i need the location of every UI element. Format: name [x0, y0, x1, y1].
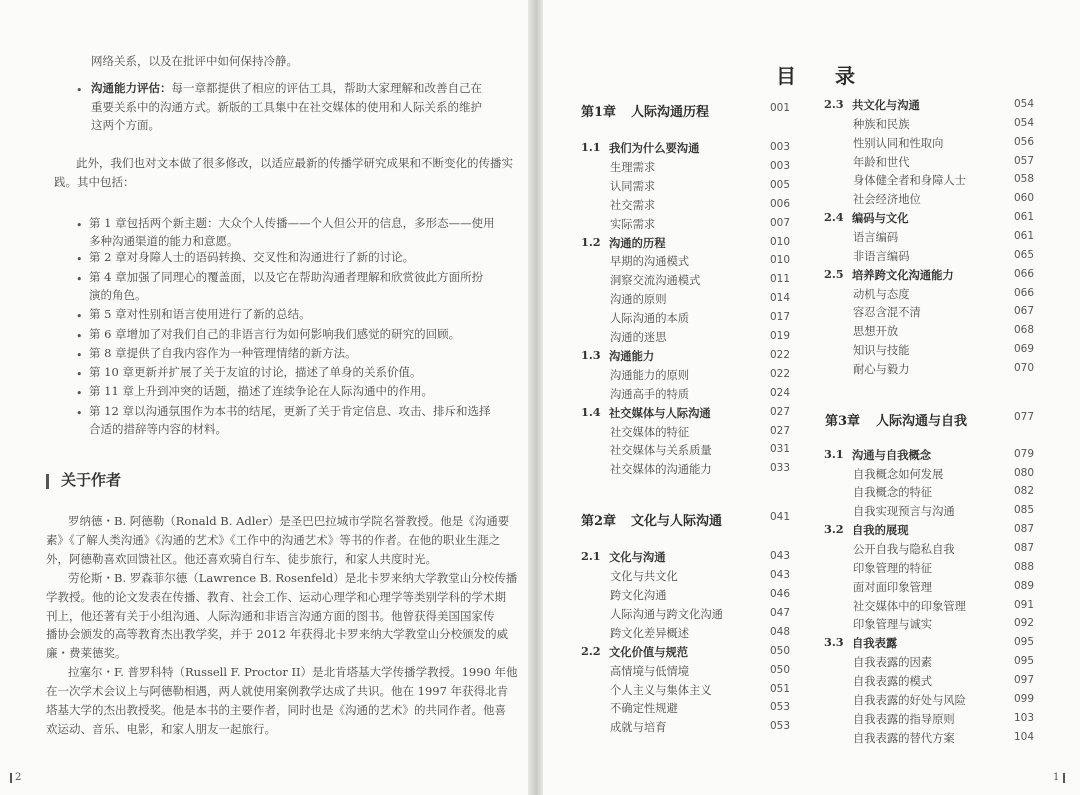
- toc-label: 人际沟通历程: [631, 105, 710, 120]
- toc-page-number: 022: [770, 348, 791, 361]
- toc-label: 编码与文化: [852, 211, 909, 226]
- toc-page-number: 007: [770, 216, 791, 229]
- toc-page-number: 053: [770, 701, 791, 714]
- toc-label: 知识与技能: [853, 344, 910, 358]
- change-bullet-line: 第 1 章包括两个新主题：大众个人传播——个人但公开的信息，多形态——使用: [89, 216, 495, 230]
- toc-label: 自我概念如何发展: [853, 467, 944, 481]
- change-bullet-line: 第 11 章上升到冲突的话题，描述了连续争论在人际沟通中的作用。: [89, 384, 433, 398]
- toc-page-number: 103: [1014, 711, 1035, 724]
- right-page: [543, 0, 1080, 795]
- bullet-dot: •: [76, 310, 83, 323]
- about-line: 欢运动、音乐、电影，和家人朋友一起旅行。: [46, 721, 276, 736]
- toc-page-number: 080: [1014, 466, 1035, 479]
- toc-label: 自我表露的指导原则: [853, 712, 955, 726]
- toc-title: 目 录: [776, 64, 871, 88]
- toc-page-number: 079: [1014, 447, 1035, 460]
- toc-label: 社会经济地位: [853, 193, 921, 207]
- toc-page-number: 014: [770, 292, 791, 305]
- toc-page-number: 050: [770, 644, 791, 657]
- toc-page-number: 054: [1014, 98, 1035, 110]
- toc-label: 自我表露的模式: [853, 674, 933, 688]
- toc-page-number: 088: [1014, 560, 1035, 573]
- bullet-dot: •: [76, 84, 83, 97]
- toc-page-number: 089: [1014, 579, 1035, 592]
- toc-page-number: 069: [1014, 343, 1035, 356]
- change-bullet-line: 第 12 章以沟通氛围作为本书的结尾，更新了关于肯定信息、攻击、排斥和选择: [89, 404, 491, 418]
- feature-bullet-text: 每一章都提供了相应的评估工具，帮助大家理解和改善自己在: [171, 81, 482, 95]
- toc-number: 2.5: [824, 266, 844, 281]
- toc-page-number: 006: [770, 197, 791, 210]
- toc-page-number: 091: [1014, 598, 1035, 611]
- toc-label: 年龄和世代: [853, 155, 910, 169]
- page-number-right: [1053, 772, 1068, 783]
- about-line: 播协会颁发的高等教育杰出教学奖，并于 2012 年获得北卡罗来纳大学教堂山分校颁发的威: [46, 627, 509, 642]
- toc-label: 沟通的迷思: [610, 331, 667, 344]
- toc-page-number: 097: [1014, 673, 1035, 686]
- bullet-dot: •: [76, 387, 83, 400]
- toc-number: 1.1: [581, 140, 601, 154]
- toc-label: 身体健全者和身障人士: [853, 174, 966, 188]
- feature-bullet-label: 沟通能力评估：: [91, 81, 172, 95]
- toc-label: 生理需求: [610, 160, 656, 174]
- toc-page-number: 053: [770, 720, 791, 733]
- toc-page-number: 061: [1014, 229, 1035, 242]
- toc-label: 容忍含混不清: [853, 306, 921, 320]
- toc-number: 1.4: [581, 404, 601, 419]
- about-line: 素》《了解人类沟通》《沟通的艺术》《工作中的沟通艺术》等书的作者。在他的职业生涯之: [46, 532, 501, 547]
- toc-page-number: 095: [1014, 636, 1035, 649]
- toc-page-number: 070: [1014, 361, 1035, 374]
- toc-number: 2.1: [581, 549, 601, 564]
- toc-page-number: 005: [770, 178, 791, 191]
- toc-page-number: 087: [1014, 523, 1035, 536]
- toc-label: 人际沟通与跨文化沟通: [610, 607, 723, 621]
- toc-page-number: 058: [1014, 173, 1035, 186]
- toc-number: 1.3: [581, 347, 601, 362]
- toc-page-number: 022: [770, 367, 791, 380]
- toc-label: 性别认同和性取向: [853, 136, 944, 150]
- toc-page-number: 077: [1014, 410, 1035, 423]
- toc-number: 第2章: [581, 514, 617, 530]
- toc-page-number: 104: [1014, 730, 1035, 743]
- toc-page-number: 095: [1014, 655, 1035, 668]
- toc-page-number: 065: [1014, 248, 1035, 261]
- toc-label: 个人主义与集体主义: [610, 683, 712, 697]
- toc-page-number: 056: [1014, 135, 1035, 148]
- feature-bullet-line-3: 这两个方面。: [91, 118, 160, 132]
- toc-label: 社交媒体中的印象管理: [853, 599, 966, 613]
- toc-page-number: 099: [1014, 692, 1035, 705]
- toc-page-number: 027: [770, 424, 791, 437]
- toc-page-number: 043: [770, 550, 791, 563]
- toc-page-number: 066: [1014, 286, 1035, 299]
- page-bar: [1063, 773, 1065, 783]
- changes-intro-line-1: 此外，我们也对文本做了很多修改，以适应最新的传播学研究成果和不断变化的传播实: [76, 156, 513, 170]
- about-line: 塔基大学的杰出教授奖。他是本书的主要作者，同时也是《沟通的艺术》的共同作者。他喜: [46, 703, 506, 717]
- change-bullet-line: 第 10 章更新并扩展了关于友谊的讨论，描述了单身的关系价值。: [89, 365, 422, 379]
- toc-page-number: 054: [1014, 116, 1035, 129]
- toc-label: 洞察交流沟通模式: [610, 274, 701, 288]
- book-gutter: [528, 0, 543, 795]
- toc-label: 文化与人际沟通: [631, 514, 723, 530]
- change-bullet-line: 第 2 章对身障人士的语码转换、交叉性和沟通进行了新的讨论。: [89, 250, 415, 264]
- toc-label: 思想开放: [853, 325, 899, 339]
- toc-page-number: 068: [1014, 324, 1035, 337]
- toc-page-number: 085: [1014, 504, 1035, 517]
- about-heading: 关于作者: [61, 471, 122, 489]
- toc-number: 1.2: [581, 234, 601, 249]
- page-number-left: [10, 768, 21, 787]
- toc-page-number: 061: [1014, 211, 1035, 224]
- changes-intro-line-2: 践。其中包括：: [54, 175, 135, 189]
- toc-label: 社交需求: [610, 198, 656, 212]
- change-bullet-line: 合适的措辞等内容的材料。: [89, 422, 227, 436]
- toc-page-number: 017: [770, 311, 791, 324]
- bullet-dot: •: [76, 219, 83, 232]
- about-line: 学教授。他的论文发表在传播、教育、社会工作、运动心理学和心理学等类别学科的学术期: [46, 589, 506, 604]
- toc-page-number: 067: [1014, 305, 1035, 318]
- toc-label: 动机与态度: [853, 287, 910, 301]
- toc-label: 人际沟通与自我: [876, 413, 968, 429]
- toc-page-number: 010: [770, 235, 791, 248]
- toc-label: 沟通高手的特质: [610, 387, 690, 401]
- toc-number: 第3章: [825, 413, 861, 429]
- toc-number: 3.3: [824, 635, 844, 650]
- about-line: 罗纳德・B. 阿德勒（Ronald B. Adler）是圣巴巴拉城市学院名誉教授。他是《沟通要: [68, 514, 510, 528]
- toc-page-number: 003: [770, 141, 791, 153]
- toc-label: 印象管理与诚实: [853, 618, 933, 632]
- change-bullet-line: 第 5 章对性别和语言使用进行了新的总结。: [89, 307, 311, 321]
- toc-number: 3.1: [824, 446, 844, 461]
- toc-label: 认同需求: [610, 179, 656, 193]
- toc-label: 社交媒体的沟通能力: [610, 463, 712, 477]
- toc-number: 第1章: [581, 105, 617, 120]
- bullet-dot: •: [76, 407, 83, 420]
- feature-bullet-line-1: [91, 79, 482, 98]
- toc-label: 跨文化差异概述: [610, 626, 690, 640]
- toc-page-number: 046: [770, 588, 791, 600]
- toc-page-number: 060: [1014, 192, 1035, 205]
- toc-label: 社交媒体与关系质量: [610, 444, 712, 458]
- toc-label: 高情境与低情境: [610, 664, 690, 678]
- toc-label: 共文化与沟通: [852, 98, 920, 112]
- toc-page-number: 041: [770, 511, 791, 524]
- toc-page-number: 087: [1014, 542, 1035, 554]
- toc-label: 文化价值与规范: [609, 644, 689, 659]
- toc-page-number: 051: [770, 682, 791, 695]
- feature-bullet-line-2: 重要关系中的沟通方式。新版的工具集中在社交媒体的使用和人际关系的维护: [91, 100, 482, 114]
- toc-page-number: 047: [770, 606, 791, 619]
- toc-label: 沟通的历程: [609, 235, 666, 250]
- page-number-text: 1: [1053, 772, 1060, 783]
- toc-label: 实际需求: [610, 217, 656, 231]
- toc-label: 自我表露的好处与风险: [853, 693, 966, 707]
- toc-label: 文化与沟通: [609, 550, 666, 565]
- toc-label: 自我表露的替代方案: [853, 731, 955, 745]
- toc-label: 不确定性规避: [610, 702, 678, 716]
- about-line: 外，阿德勒喜欢回馈社区。他还喜欢骑自行车、徒步旅行，和家人共度时光。: [46, 551, 437, 566]
- toc-label: 自我概念的特征: [853, 486, 933, 500]
- toc-label: 社交媒体与人际沟通: [609, 405, 711, 420]
- toc-label: 印象管理的特征: [853, 561, 933, 575]
- toc-page-number: 092: [1014, 617, 1035, 630]
- toc-page-number: 010: [770, 254, 791, 267]
- toc-page-number: 011: [770, 273, 791, 286]
- left-page: [0, 0, 528, 795]
- toc-page-number: 024: [770, 386, 791, 399]
- toc-label: 文化与共文化: [610, 570, 678, 584]
- toc-label: 成就与培育: [610, 721, 667, 735]
- toc-page-number: 066: [1014, 267, 1035, 280]
- toc-number: 2.2: [581, 643, 601, 658]
- toc-label: 沟通与自我概念: [852, 447, 932, 462]
- toc-number: 3.2: [824, 522, 844, 537]
- toc-label: 自我表露: [852, 636, 898, 651]
- about-line: 劳伦斯・B. 罗森菲尔德（Lawrence B. Rosenfeld）是北卡罗来纳大学教堂山分校传播: [68, 570, 518, 585]
- toc-page-number: 003: [770, 159, 791, 172]
- toc-page-number: 048: [770, 625, 791, 638]
- toc-label: 人际沟通的本质: [610, 312, 690, 326]
- bullet-dot: •: [76, 349, 83, 362]
- toc-page-number: 031: [770, 443, 791, 456]
- toc-page-number: 050: [770, 663, 791, 676]
- toc-page-number: 043: [770, 569, 791, 582]
- toc-label: 沟通的原则: [610, 293, 667, 307]
- toc-page-number: 019: [770, 330, 791, 342]
- toc-label: 我们为什么要沟通: [609, 141, 700, 155]
- toc-label: 社交媒体的特征: [610, 425, 690, 439]
- change-bullet-line: 第 8 章提供了自我内容作为一种管理情绪的新方法。: [89, 346, 357, 360]
- toc-label: 跨文化沟通: [610, 589, 667, 602]
- toc-label: 面对面印象管理: [853, 580, 933, 594]
- about-line: 刊上，他还著有关于小组沟通、人际沟通和非语言沟通方面的图书。他曾获得美国国家传: [46, 608, 495, 623]
- toc-number: 2.3: [824, 97, 844, 111]
- toc-page-number: 001: [770, 102, 791, 114]
- toc-page-number: 027: [770, 405, 791, 418]
- toc-label: 非语言编码: [853, 249, 910, 263]
- bullet-dot: •: [76, 253, 83, 266]
- about-line: 在一次学术会议上与阿德勒相遇，两人就使用案例教学达成了共识。他在 1997 年获得北肯: [46, 684, 509, 699]
- bullet-dot: •: [76, 273, 83, 286]
- change-bullet-line: 第 4 章加强了同理心的覆盖面，以及它在帮助沟通者理解和欣赏彼此方面所扮: [89, 270, 484, 284]
- toc-page-number: 057: [1014, 154, 1035, 167]
- toc-page-number: 082: [1014, 485, 1035, 498]
- bullet-dot: •: [76, 330, 83, 343]
- toc-label: 语言编码: [853, 230, 899, 244]
- toc-label: 自我的展现: [852, 523, 909, 538]
- section-marker: [46, 474, 49, 489]
- bullet-dot: •: [76, 368, 83, 381]
- toc-label: 耐心与毅力: [853, 362, 910, 376]
- toc-label: 沟通能力的原则: [610, 368, 690, 382]
- page-number-text: 2: [15, 772, 22, 783]
- about-line: 拉塞尔・F. 普罗科特（Russell F. Proctor II）是北肯塔基大学传播学教授。1990 年他: [68, 665, 518, 680]
- about-line: 廉・费莱德奖。: [46, 646, 127, 661]
- toc-label: 沟通能力: [609, 348, 655, 363]
- toc-label: 培养跨文化沟通能力: [852, 267, 954, 282]
- change-bullet-line: 第 6 章增加了对我们自己的非语言行为如何影响我们感觉的研究的回顾。: [89, 327, 461, 341]
- toc-page-number: 033: [770, 462, 791, 475]
- change-bullet-line: 演的角色。: [89, 288, 147, 302]
- toc-label: 早期的沟通模式: [610, 255, 690, 269]
- continuation-line: 网络关系，以及在批评中如何保持冷静。: [91, 54, 298, 68]
- toc-label: 公开自我与隐私自我: [853, 543, 955, 556]
- toc-label: 自我实现预言与沟通: [853, 505, 955, 519]
- page-bar: [10, 773, 12, 783]
- toc-number: 2.4: [824, 210, 844, 225]
- change-bullet-line: 多种沟通渠道的能力和意愿。: [89, 234, 239, 248]
- toc-label: 自我表露的因素: [853, 656, 933, 670]
- toc-label: 种族和民族: [853, 117, 910, 131]
